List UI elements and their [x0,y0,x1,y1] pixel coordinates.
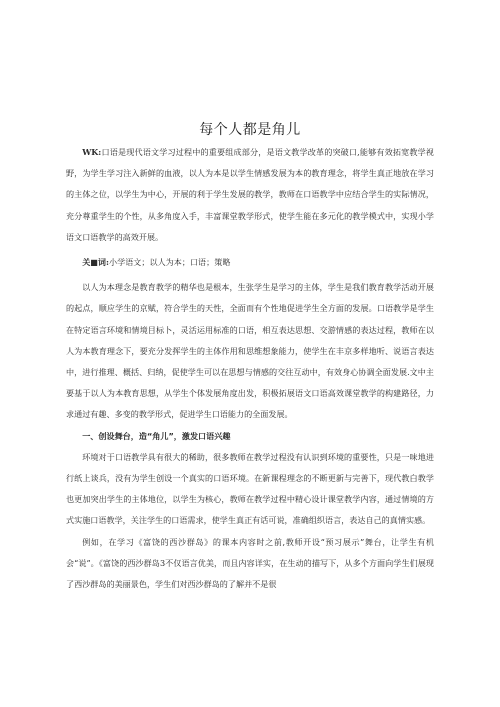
section-paragraph: 例如，在学习《富饶的西沙群岛》的课本内容时之前,教师开设“预习展示”舞台，让学生有机会“说”。《富饶的西沙群岛3不仅语言优美，而且内容详实，在生动的描写下，从多个方面向学生们展现了西沙群岛的美丽景色，学生们对西沙群岛的了解并不是很 [66,536,434,590]
document-title: 每个人都是角儿 [199,122,301,138]
document-body [66,142,434,595]
abstract-label: WK: [82,147,102,157]
keywords-paragraph [66,252,434,273]
section-paragraph: 环境对于口语教学具有很大的稀助，很多教师在教学过程没有认识到环境的重要性，只是一味地进行纸上谈兵，没有为学生创设一个真实的口语环境。在新课程理念的不断更新与完善下，现代教白教学也更加突出学生的主体地位，以学生为核心，教师在教学过程中精心设计课堂教学内容，通过情境的方式实施口语教学，关注学生的口语需求，使学生真正有话可说，准确组织语言，表达自己的真情实感。 [66,451,434,526]
keywords-label: 关■词: [82,257,110,268]
section-heading: 一、创设舞台，造“角儿”，激发口语兴趣 [82,430,231,441]
abstract-text: 口语是现代语文学习过程中的重要组成部分，是语文教学改革的突破口,能够有效拓宽教学视野，为学生学习注入新鲜的血液，以人为本是以学生情感发展为本的教育理念，将学生真正地放在学习的主体之位，以学生为中心，开展的利于学生发展的教学，教师在口语教学中应结合学生的实际情况，充分尊重学生的个性，从多角度入手，丰富课堂教学形式，使学生能在多元化的教学模式中，实现小学语文口语教学的高效开展。 [66,147,434,242]
keywords-text: 小学语文；以人为本；口语；策略 [109,257,231,268]
intro-paragraph: 以人为本理念是教育教学的精华也是根本，生张学生是学习的主体，学生是我们教育教学活动开展的起点，顺应学生的京赋，符合学生的天性，全面而有个性地促进学生全方面的发展。口语教学是学生在特定语言环境和情境目标卜，灵活运用标准的口语，相互表达思想、交游情感的表达过程，教师在以人为本教育理念下，要充分发挥学生的主体作用和思维想象能力，使学生在丰京多样地听、说语言表达中，进行推理、概括、归纳，促使学生可以在思想与情感的交往互动中，有效身心协调全面发展.文中主要基于以人为本教育思想，从学生个体发展角度出发，积极拓展语文口语高效课堂教学的构建路径，力求通过有趣、多变的教学形式，促进学生口语能力的全面发展。 [66,282,434,420]
abstract-paragraph [66,142,434,248]
